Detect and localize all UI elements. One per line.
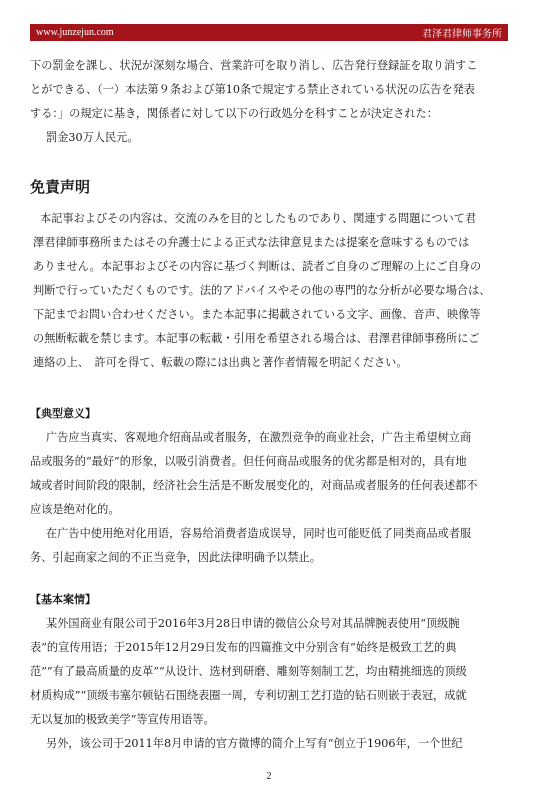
disclaimer-line: 本記事およびその内容は、交流のみを目的としたものであり、関連する問題について君 <box>40 212 477 225</box>
section-heading: 【典型意义】 <box>30 407 96 420</box>
disclaimer-line: 判断で行っていただくものです。法的アドバイスやその他の専門的な分析が必要な場合は、 <box>33 284 491 297</box>
disclaimer-line: 澤君律師事務所またはその弁護士による正式な法律意見または提案を意味するものでは <box>33 236 470 249</box>
disclaimer-line: 連絡の上、 許可を得て、転載の際には出典と著作者情報を明記ください。 <box>33 356 408 369</box>
header-bar <box>30 24 508 41</box>
section-heading: 【基本案情】 <box>30 593 96 606</box>
paragraph-line: 表”的宣传用语；于2015年12月29日发布的四篇推文中分别含有“始终是极致工艺的典 <box>30 641 457 654</box>
paragraph-line: 广告应当真实、客观地介绍商品或者服务，在激烈竞争的商业社会，广告主希望树立商 <box>46 431 472 444</box>
significance-section <box>30 402 508 570</box>
disclaimer-body <box>30 207 508 375</box>
intro-line: とができる、（一）本法第９条および第10条で規定する禁止されている状況の広告を発表 <box>30 83 475 96</box>
case-section <box>30 588 508 756</box>
penalty-text: 罰金30万人民元。 <box>46 131 139 144</box>
disclaimer-line: の無断転載を禁じます。本記事の転載・引用を希望される場合は、君澤君律師事務所にご <box>33 332 480 345</box>
paragraph-line: 域或者时间阶段的限制，经济社会生活是不断发展变化的，对商品或者服务的任何表述都不 <box>30 479 478 492</box>
paragraph-line: 范”“有了最高质量的皮革”“从设计、选材到研磨、雕刻等刻制工艺，均由精挑细选的顶级 <box>30 665 467 678</box>
site-url[interactable]: www.junzejun.com <box>36 27 114 38</box>
paragraph-line: 品或服务的“最好”的形象，以吸引消费者。但任何商品或服务的优劣都是相对的，具有地 <box>30 455 467 468</box>
firm-name: 君泽君律师事务所 <box>422 29 502 40</box>
intro-section <box>30 54 508 150</box>
paragraph-line: 在广告中使用绝对化用语，容易给消费者造成误导，同时也可能贬低了同类商品或者服 <box>46 527 472 540</box>
paragraph-line: 另外，该公司于2011年8月申请的官方微博的简介上写有“创立于1906年，一个世纪 <box>46 737 463 750</box>
paragraph-line: 务、引起商家之间的不正当竞争，因此法律明确予以禁止。 <box>30 551 321 564</box>
paragraph-line: 某外国商业有限公司于2016年3月28日申请的微信公众号对其品牌腕表使用“顶级腕 <box>46 617 460 630</box>
paragraph-line: 材质构成”“顶级韦塞尔顿钻石围绕表圈一周，专利切割工艺打造的钻石则嵌于表冠，成就 <box>30 689 467 702</box>
page-number: 2 <box>266 771 272 782</box>
disclaimer-title: 免責声明 <box>30 178 91 196</box>
paragraph-line: 应该是绝对化的。 <box>30 503 120 516</box>
disclaimer-line: ありません。本記事およびその内容に基づく判断は、読者ご自身のご理解の上にご自身の <box>33 260 482 273</box>
disclaimer-line: 下記までお問い合わせください。また本記事に掲載されている文字、画像、音声、映像等 <box>33 308 481 321</box>
intro-line: する：」の規定に基き，関係者に対して以下の行政処分を科すことが決定された： <box>30 107 438 120</box>
intro-line: 下の罰金を課し、状況が深刻な場合、営業許可を取り消し、広告発行登録証を取り消すこ <box>30 59 478 72</box>
paragraph-line: 无以复加的极致美学”等宣传用语等。 <box>30 713 215 726</box>
